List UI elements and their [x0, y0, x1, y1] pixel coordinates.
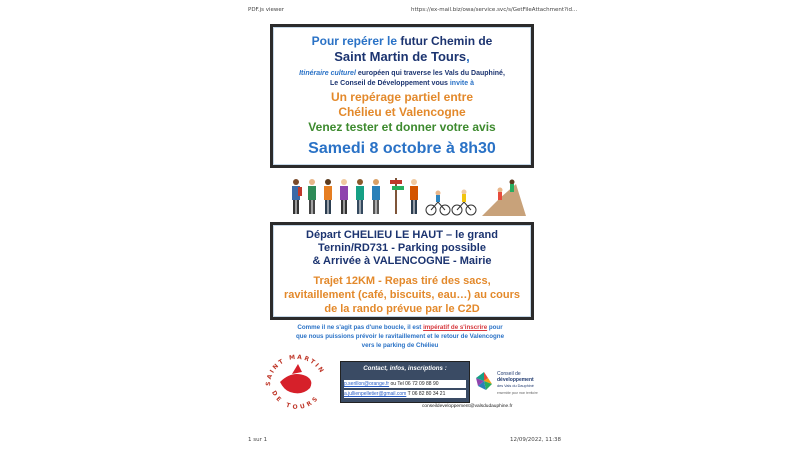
conseil-developpement-name: Conseil de développement des Vals du Dauphiné: [497, 371, 534, 388]
registration-note-2: que nous puissions prévoir le ravitaillement et le retour de Valencogne: [295, 333, 505, 340]
contact-title: Contact, infos, inscriptions :: [363, 365, 447, 372]
details-box: [270, 222, 534, 320]
climbers-group: [482, 180, 526, 217]
saint-martin-de-tours-logo: [262, 352, 332, 414]
intro-line-5: Un repérage partiel entre: [330, 90, 474, 104]
contact-email-2[interactable]: a.jullienpelletier@gmail.com: [344, 391, 407, 397]
registration-note-1: Comme il ne s'agit pas d'une boucle, il est impératif de s'inscrire pour: [297, 324, 503, 331]
intro-line-2: Saint Martin de Tours,: [334, 49, 470, 64]
contact-email-1[interactable]: p.serillon@orange.fr: [344, 381, 390, 387]
contact-row-1: p.serillon@orange.fr ou Tel 06 72 09 88 90: [344, 380, 466, 388]
cyclists-group: [426, 190, 476, 216]
arrival-line: & Arrivée à VALENCOGNE - Mairie: [312, 255, 492, 267]
event-date: Samedi 8 octobre à 8h30: [308, 140, 496, 157]
departure-line-1: Départ CHELIEU LE HAUT – le grand: [306, 229, 498, 241]
contact-block: [340, 361, 470, 403]
route-line-1: Trajet 12KM - Repas tiré des sacs,: [313, 275, 491, 287]
intro-box: [270, 24, 534, 168]
intro-line-1: Pour repérer le futur Chemin de: [311, 34, 493, 48]
intro-line-4: Le Conseil de Développement vous invite à: [330, 80, 474, 87]
svg-text:SAINT MARTIN: SAINT MARTIN: [264, 353, 326, 387]
viewer-url: https://ex-mail.biz/owa/service.svc/s/GetFileAttachment?id...: [411, 7, 578, 13]
conseil-developpement-email[interactable]: conseildeveloppement@valsdudauphine.fr: [422, 404, 513, 409]
hikers-group: [292, 178, 418, 214]
hikers-illustration: [286, 176, 526, 218]
intro-line-6: Chélieu et Valencogne: [338, 105, 466, 119]
intro-line-3: Itinéraire culturel européen qui traverse les Vals du Dauphiné,: [299, 70, 505, 77]
svg-text:DE TOURS: DE TOURS: [269, 389, 322, 411]
contact-row-2: a.jullienpelletier@gmail.com T 06 82 80 34 21: [344, 390, 466, 398]
viewer-title: PDF.js viewer: [248, 7, 285, 13]
print-datetime: 12/09/2022, 11:38: [510, 437, 562, 443]
route-line-2: ravitaillement (café, biscuits, eau…) au cours: [284, 289, 520, 301]
departure-line-2: Ternin/RD731 - Parking possible: [318, 242, 486, 254]
registration-note-3: vers le parking de Chélieu: [361, 342, 439, 349]
page-count: 1 sur 1: [248, 437, 268, 443]
horse-rider-icon: [280, 374, 311, 393]
intro-line-7: Venez tester et donner votre avis: [308, 120, 496, 134]
conseil-developpement-tagline: ensemble pour mon territoire: [497, 391, 538, 395]
conseil-developpement-logo-icon: [474, 370, 494, 392]
route-line-3: de la rando prévue par le C2D: [324, 303, 480, 315]
